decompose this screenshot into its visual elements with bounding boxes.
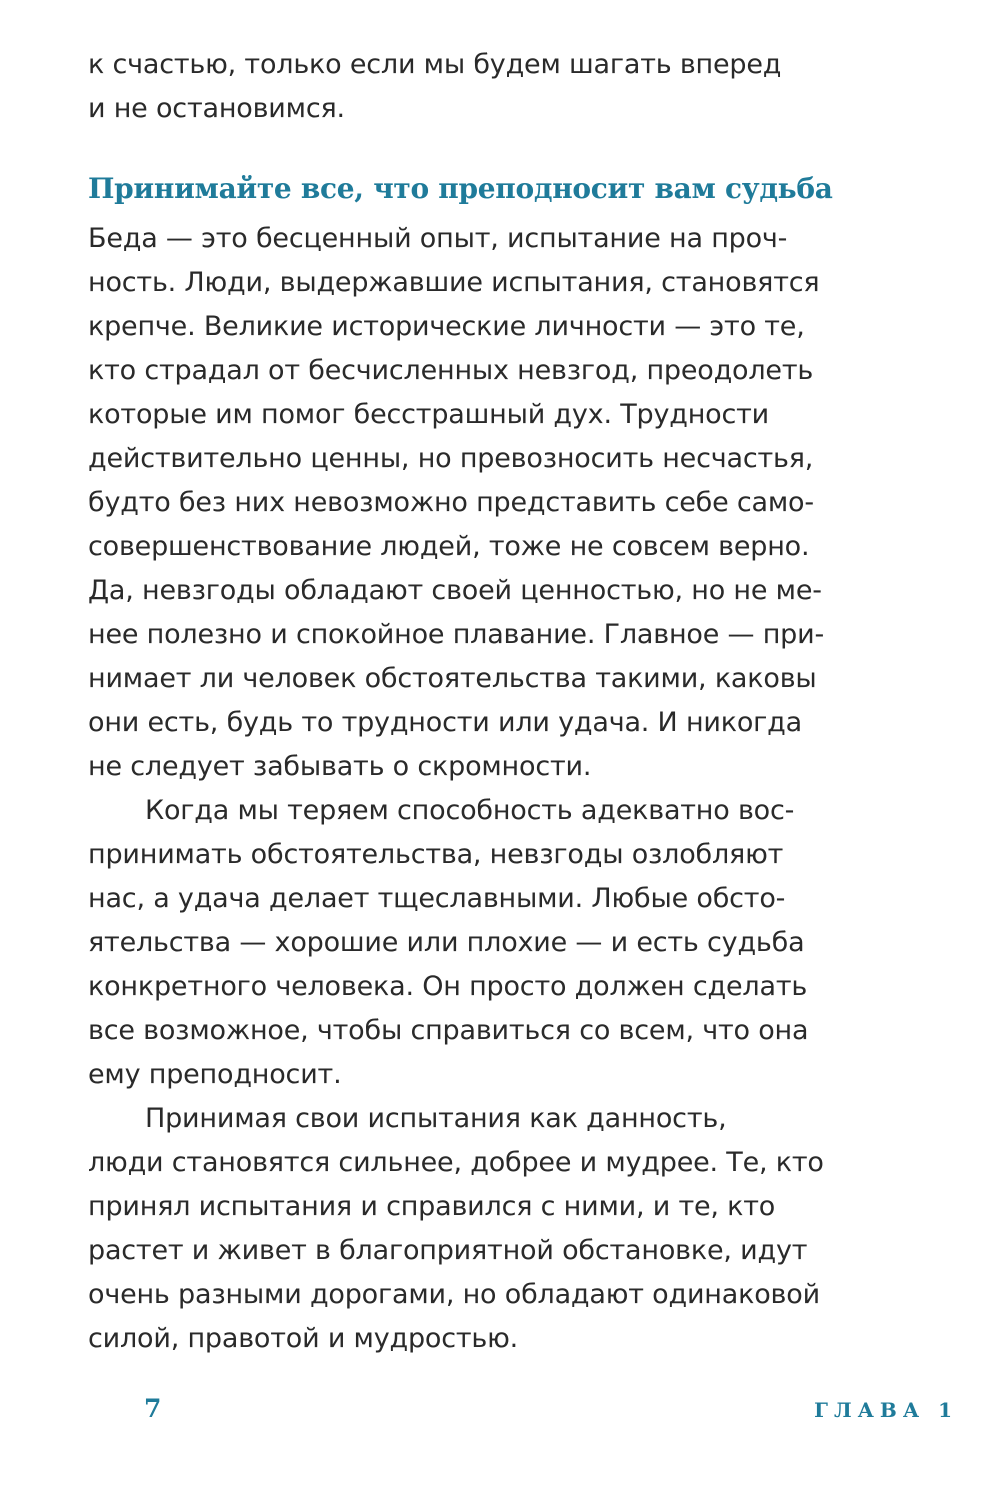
- text-line: люди становятся сильнее, добрее и мудрее. Те, кто: [88, 1147, 824, 1178]
- text-line: ятельства — хорошие или плохие — и есть судьба: [88, 927, 805, 958]
- text-line: к счастью, только если мы будем шагать вперед: [88, 49, 782, 80]
- text-line: все возможное, чтобы справиться со всем, что она: [88, 1015, 809, 1046]
- text-line: принимать обстоятельства, невзгоды озлобляют: [88, 839, 784, 870]
- text-line: нимает ли человек обстоятельства такими, каковы: [88, 663, 817, 694]
- text-line: ему преподносит.: [88, 1059, 342, 1090]
- text-line: Принимая свои испытания как данность,: [145, 1103, 727, 1134]
- text-line: будто без них невозможно представить себе само-: [88, 487, 814, 518]
- text-line: они есть, будь то трудности или удача. И никогда: [88, 707, 802, 738]
- text-line: конкретного человека. Он просто должен сделать: [88, 971, 808, 1002]
- text-line: Беда — это бесценный опыт, испытание на проч-: [88, 223, 788, 254]
- text-line: очень разными дорогами, но обладают одинаковой: [88, 1279, 820, 1310]
- text-line: нее полезно и спокойное плавание. Главное — при-: [88, 619, 824, 650]
- text-line: растет и живет в благоприятной обстановке, идут: [88, 1235, 808, 1266]
- text-line: и не остановимся.: [88, 93, 345, 124]
- chapter-running-head: ГЛАВА 1: [814, 1398, 958, 1422]
- page-number: 7: [144, 1394, 162, 1423]
- text-line: действительно ценны, но превозносить несчастья,: [88, 443, 814, 474]
- text-line: кто страдал от бесчисленных невзгод, преодолеть: [88, 355, 814, 386]
- text-line: Да, невзгоды обладают своей ценностью, но не ме-: [88, 575, 822, 606]
- text-line: крепче. Великие исторические личности — это те,: [88, 311, 805, 342]
- text-line: совершенствование людей, тоже не совсем верно.: [88, 531, 810, 562]
- text-line: которые им помог бесстрашный дух. Трудности: [88, 399, 769, 430]
- section-heading: Принимайте все, что преподносит вам судьба: [88, 172, 833, 205]
- text-line: силой, правотой и мудростью.: [88, 1323, 519, 1354]
- text-line: принял испытания и справился с ними, и те, кто: [88, 1191, 776, 1222]
- text-line: Когда мы теряем способность адекватно вос-: [145, 795, 795, 826]
- text-line: ность. Люди, выдержавшие испытания, становятся: [88, 267, 820, 298]
- text-line: нас, а удача делает тщеславными. Любые обсто-: [88, 883, 786, 914]
- text-line: не следует забывать о скромности.: [88, 751, 592, 782]
